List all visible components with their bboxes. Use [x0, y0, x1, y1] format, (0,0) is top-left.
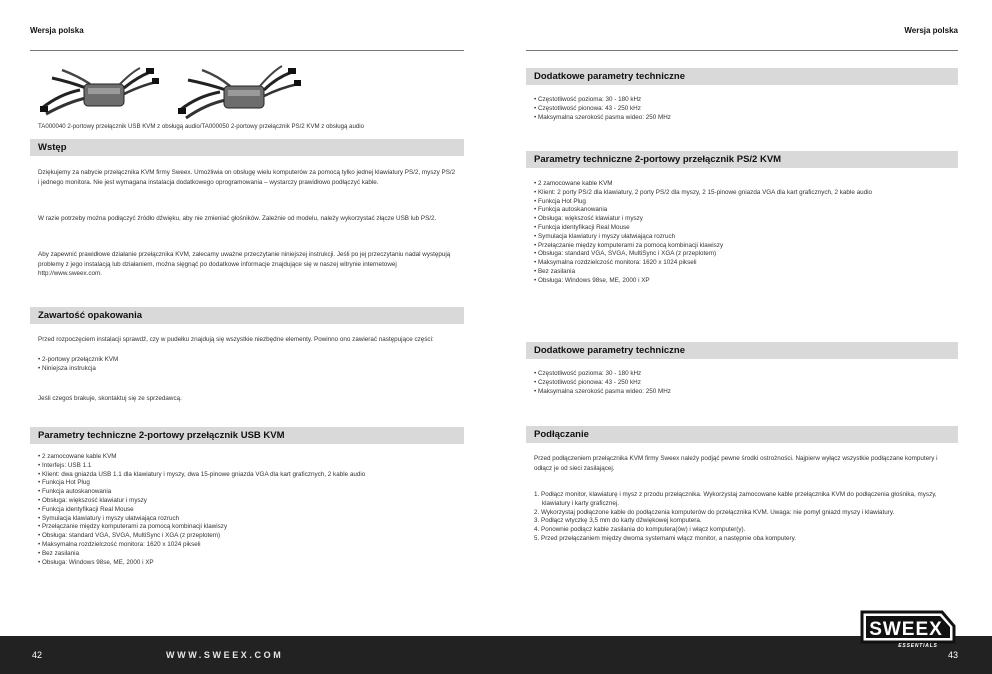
package-intro: Przed rozpoczęciem instalacji sprawdź, czy w pudełku znajdują się wszystkie niezbędne elementy. Powinno ono zawierać następujące części: [38, 336, 434, 343]
spec-item: • Bez zasilania [38, 550, 458, 559]
footer-url: WWW.SWEEX.COM [166, 650, 284, 660]
left-page [0, 0, 496, 636]
step-item: 2. Wykorzystaj podłączone kable do podłączenia komputerów do przełącznika KVM. Uwaga: nie pomyl gniazd myszy i klawiatury. [534, 508, 895, 516]
section-extra-params-title: Dodatkowe parametry techniczne [526, 68, 958, 85]
spec-item: • 2 zamocowane kable KVM [38, 453, 458, 462]
spec-item: • Obsługa: większość klawiatur i myszy [38, 497, 458, 506]
ps2-kvm-product-image [178, 64, 302, 120]
spec-item: • 2 zamocowane kable KVM [534, 180, 958, 189]
header-rule [30, 50, 464, 51]
extra-params-2-list [534, 370, 954, 396]
package-item: • 2-portowy przełącznik KVM [38, 356, 458, 365]
logo-brand: SWEEX [869, 619, 943, 640]
section-ps2-specs-title: Parametry techniczne 2-portowy przełącznik PS/2 KVM [526, 151, 958, 168]
usb-specs-list [38, 453, 458, 567]
spec-item: • Przełączanie między komputerami za pomocą kombinacji klawiszy [534, 242, 958, 251]
spec-item: • Maksymalna rozdzielczość monitora: 1620 x 1024 pikseli [38, 541, 458, 550]
running-header-right: Wersja polska [904, 26, 958, 35]
package-list [38, 356, 458, 374]
spec-item: • Symulacja klawiatury i myszy ułatwiająca rozruch [38, 515, 458, 524]
spec-item: • Funkcja autoskanowania [534, 206, 958, 215]
spec-item: • Symulacja klawiatury i myszy ułatwiająca rozruch [534, 233, 958, 242]
section-intro-title: Wstęp [30, 139, 464, 156]
footer-bar [0, 636, 992, 674]
intro-paragraph-2: W razie potrzeby można podłączyć źródło dźwięku, aby nie zmieniać głośników. Zależnie od modelu, należy wykorzystać złącze USB lub PS/2. [38, 215, 437, 222]
step-item: 3. Podłącz wtyczkę 3,5 mm do karty dźwiękowej komputera. [534, 517, 702, 525]
page-number-left: 42 [32, 650, 43, 660]
step-item: 4. Ponownie podłącz kable zasilania do komputera(ów) i włącz komputer(y). [534, 526, 746, 534]
spec-item: • Funkcja identyfikacji Real Mouse [534, 224, 958, 233]
spec-item: • Maksymalna rozdzielczość monitora: 1620 x 1024 pikseli [534, 259, 958, 268]
running-header-left: Wersja polska [30, 26, 84, 35]
spec-item: • Maksymalna szerokość pasma wideo: 250 MHz [534, 388, 954, 397]
spec-item: • Maksymalna szerokość pasma wideo: 250 MHz [534, 114, 954, 123]
section-connect-title: Podłączanie [526, 426, 958, 443]
spec-item: • Częstotliwość pozioma: 30 - 180 kHz [534, 96, 954, 105]
step-item: 1. Podłącz monitor, klawiaturę i mysz z przodu przełącznika. Wykorzystaj zamocowane kable przełącznika KVM do podłączenia głośnika, myszy, klawiatury i karty graficznej. [534, 491, 937, 507]
logo-tagline: ESSENTIALS [898, 643, 938, 648]
step-item: 5. Przed przełączaniem między dwoma systemami włącz monitor, a następnie oba komputery. [534, 534, 797, 542]
section-package-title: Zawartość opakowania [30, 307, 464, 324]
right-page [496, 0, 992, 636]
spec-item: • Funkcja Hot Plug [534, 198, 958, 207]
spec-item: • Obsługa: Windows 98se, ME, 2000 i XP [38, 559, 458, 568]
intro-paragraph-1: Dziękujemy za nabycie przełącznika KVM firmy Sweex. Umożliwia on obsługę wielu komputerów za pomocą tylko jednej klawiatury PS/2, myszy PS/2 i jednego monitora. Nie jest wymagana instalacja dodatkowego oprogramowania – wystarczy prawidłowo podłączyć kable. [38, 169, 456, 186]
spec-item: • Funkcja autoskanowania [38, 488, 458, 497]
sweex-logo [858, 606, 958, 648]
page-number-right: 43 [948, 650, 959, 660]
spec-item: • Częstotliwość pionowa: 43 - 250 kHz [534, 105, 954, 114]
spec-item: • Funkcja identyfikacji Real Mouse [38, 506, 458, 515]
intro-paragraph-3: Aby zapewnić prawidłowe działanie przełącznika KVM, zalecamy uważne przeczytanie niniejszej instrukcji. Jeśli po jej przeczytaniu nadal występują problemy z jego instalacją lub działaniem, można sięgnąć po dodatkowe informacje znajdujące się w naszej witrynie internetowej http://www.sweex.com. [38, 251, 451, 278]
spec-item: • Funkcja Hot Plug [38, 479, 458, 488]
connect-intro: Przed podłączeniem przełącznika KVM firmy Sweex należy podjąć pewne środki ostrożności. Najpierw wyłącz wszystkie podłączane komputery i odłącz je od sieci zasilającej. [534, 455, 938, 472]
spec-item: • Klient: dwa gniazda USB 1.1 dla klawiatury i myszy, dwa 15-pinowe gniazda VGA dla kart graficznych, 2 kable audio [38, 471, 458, 480]
usb-kvm-product-image [40, 64, 160, 118]
package-item: • Niniejsza instrukcja [38, 365, 458, 374]
spec-item: • Obsługa: standard VGA, SVGA, MultiSync i XGA (z przeplotem) [38, 532, 458, 541]
section-extra-params-2-title: Dodatkowe parametry techniczne [526, 342, 958, 359]
extra-params-list [534, 96, 954, 122]
spec-item: • Obsługa: większość klawiatur i myszy [534, 215, 958, 224]
spec-item: • Bez zasilania [534, 268, 958, 277]
spec-item: • Częstotliwość pozioma: 30 - 180 kHz [534, 370, 954, 379]
section-usb-specs-title: Parametry techniczne 2-portowy przełącznik USB KVM [30, 427, 464, 444]
spec-item: • Obsługa: standard VGA, SVGA, MultiSync i XGA (z przeplotem) [534, 250, 958, 259]
header-rule [526, 50, 958, 51]
spec-item: • Częstotliwość pionowa: 43 - 250 kHz [534, 379, 954, 388]
connect-steps [534, 491, 958, 544]
spec-item: • Interfejs: USB 1.1 [38, 462, 458, 471]
spec-item: • Przełączanie między komputerami za pomocą kombinacji klawiszy [38, 523, 458, 532]
product-caption: TA000040 2-portowy przełącznik USB KVM z obsługą audio/TA000050 2-portowy przełącznik PS/2 KVM z obsługą audio [38, 123, 364, 130]
spec-item: • Obsługa: Windows 98se, ME, 2000 i XP [534, 277, 958, 286]
package-note: Jeśli czegoś brakuje, skontaktuj się ze sprzedawcą. [38, 395, 182, 402]
spec-item: • Klient: 2 porty PS/2 dla klawiatury, 2 porty PS/2 dla myszy, 2 15-pinowe gniazda VGA dla kart graficznych, 2 kable audio [534, 189, 958, 198]
ps2-specs-list [534, 180, 958, 286]
